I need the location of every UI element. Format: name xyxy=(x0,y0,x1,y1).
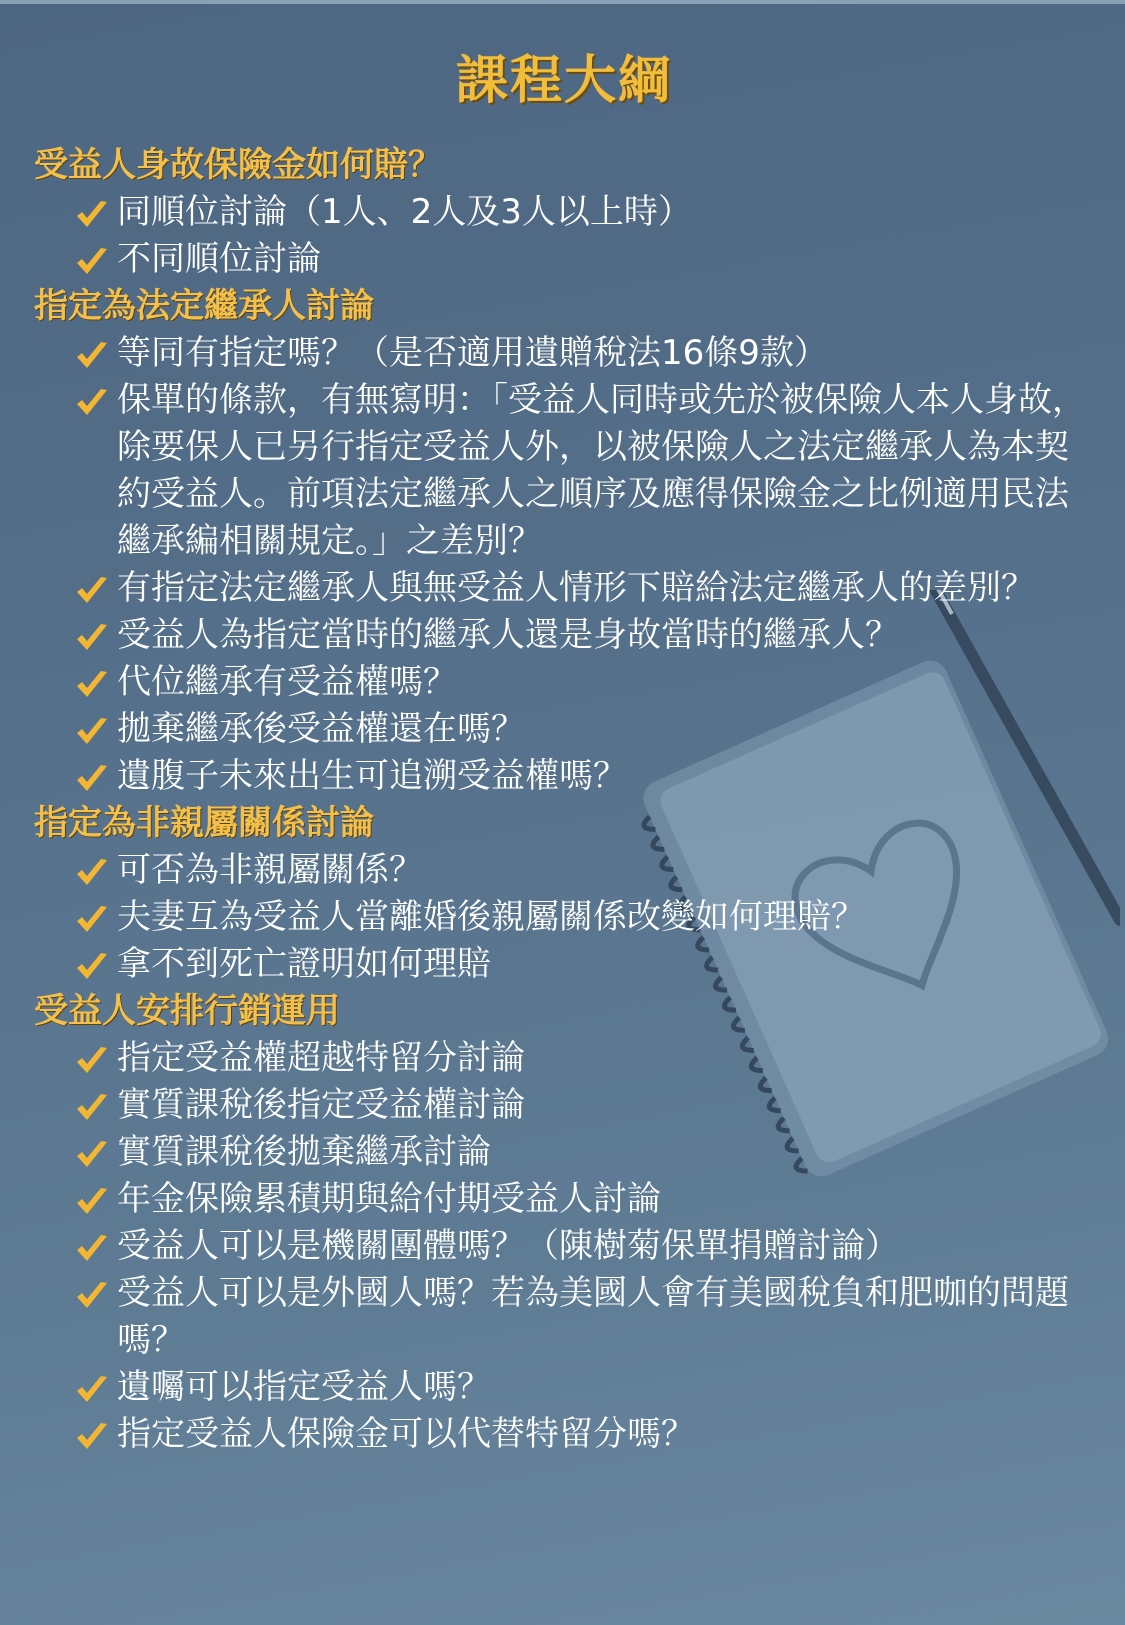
check-icon xyxy=(74,1137,110,1169)
check-icon xyxy=(74,855,110,887)
list-item-text: 實質課稅後指定受益權討論 xyxy=(117,1085,525,1125)
check-icon xyxy=(74,1231,110,1263)
check-icon xyxy=(74,1372,110,1404)
check-icon xyxy=(74,1043,110,1075)
list-item-text: 拿不到死亡證明如何理賠 xyxy=(117,944,491,984)
list-item xyxy=(34,330,1089,377)
list-item-text: 指定受益人保險金可以代替特留分嗎？ xyxy=(117,1414,695,1454)
list-item-text: 實質課稅後拋棄繼承討論 xyxy=(117,1132,491,1172)
list-item-text: 夫妻互為受益人當離婚後親屬關係改變如何理賠？ xyxy=(117,897,865,937)
list-item-text: 受益人可以是外國人嗎？若為美國人會有美國稅負和肥咖的問題嗎？ xyxy=(117,1273,1069,1360)
list-item xyxy=(34,706,1089,753)
check-icon xyxy=(74,1419,110,1451)
list-item-text: 可否為非親屬關係？ xyxy=(117,850,423,890)
list-item xyxy=(34,1129,1089,1176)
list-item-text: 等同有指定嗎？（是否適用遺贈稅法16條9款） xyxy=(117,333,828,373)
list-item xyxy=(34,377,1089,565)
list-item-text: 年金保險累積期與給付期受益人討論 xyxy=(117,1179,661,1219)
outline-content xyxy=(34,42,1094,1458)
section-heading: 指定為非親屬關係討論 xyxy=(34,803,374,843)
section-heading: 指定為法定繼承人討論 xyxy=(34,286,374,326)
check-icon xyxy=(74,620,110,652)
list-item-text: 指定受益權超越特留分討論 xyxy=(117,1038,525,1078)
list-item-text: 同順位討論（1人、2人及3人以上時） xyxy=(117,192,692,232)
section-heading: 受益人安排行銷運用 xyxy=(34,991,340,1031)
list-item xyxy=(34,612,1089,659)
check-icon xyxy=(74,949,110,981)
list-item xyxy=(34,565,1089,612)
list-item xyxy=(34,1223,1089,1270)
list-item xyxy=(34,659,1089,706)
list-item xyxy=(34,1411,1089,1458)
list-item-text: 不同順位討論 xyxy=(117,239,321,279)
sections-container xyxy=(34,142,1094,1458)
check-icon xyxy=(74,573,110,605)
list-item xyxy=(34,1270,1089,1364)
list-item-text: 拋棄繼承後受益權還在嗎？ xyxy=(117,709,525,749)
list-item xyxy=(34,847,1089,894)
check-icon xyxy=(74,902,110,934)
list-item xyxy=(34,753,1089,800)
check-icon xyxy=(74,338,110,370)
list-item xyxy=(34,941,1089,988)
list-item-text: 受益人為指定當時的繼承人還是身故當時的繼承人？ xyxy=(117,615,899,655)
check-icon xyxy=(74,761,110,793)
list-item xyxy=(34,189,1089,236)
page-title: 課程大綱 xyxy=(455,51,672,111)
check-icon xyxy=(74,244,110,276)
list-item xyxy=(34,1035,1089,1082)
check-icon xyxy=(74,714,110,746)
check-icon xyxy=(74,1278,110,1310)
list-item-text: 遺囑可以指定受益人嗎？ xyxy=(117,1367,491,1407)
list-item xyxy=(34,236,1089,283)
check-icon xyxy=(74,197,110,229)
top-strip xyxy=(0,0,1125,4)
check-icon xyxy=(74,385,110,417)
list-item-text: 受益人可以是機關團體嗎？（陳樹菊保單捐贈討論） xyxy=(117,1226,899,1266)
list-item xyxy=(34,894,1089,941)
check-icon xyxy=(74,667,110,699)
check-icon xyxy=(74,1184,110,1216)
list-item xyxy=(34,1176,1089,1223)
list-item xyxy=(34,1082,1089,1129)
list-item-text: 有指定法定繼承人與無受益人情形下賠給法定繼承人的差別？ xyxy=(117,568,1035,608)
list-item xyxy=(34,1364,1089,1411)
check-icon xyxy=(74,1090,110,1122)
section-heading: 受益人身故保險金如何賠？ xyxy=(34,145,442,185)
list-item-text: 保單的條款，有無寫明：「受益人同時或先於被保險人本人身故，除要保人已另行指定受益人外，以被保險人之法定繼承人為本契約受益人。前項法定繼承人之順序及應得保險金之比例適用民法繼承編相關規定。」之差別？ xyxy=(117,380,1086,561)
list-item-text: 遺腹子未來出生可追溯受益權嗎？ xyxy=(117,756,627,796)
list-item-text: 代位繼承有受益權嗎？ xyxy=(117,662,457,702)
